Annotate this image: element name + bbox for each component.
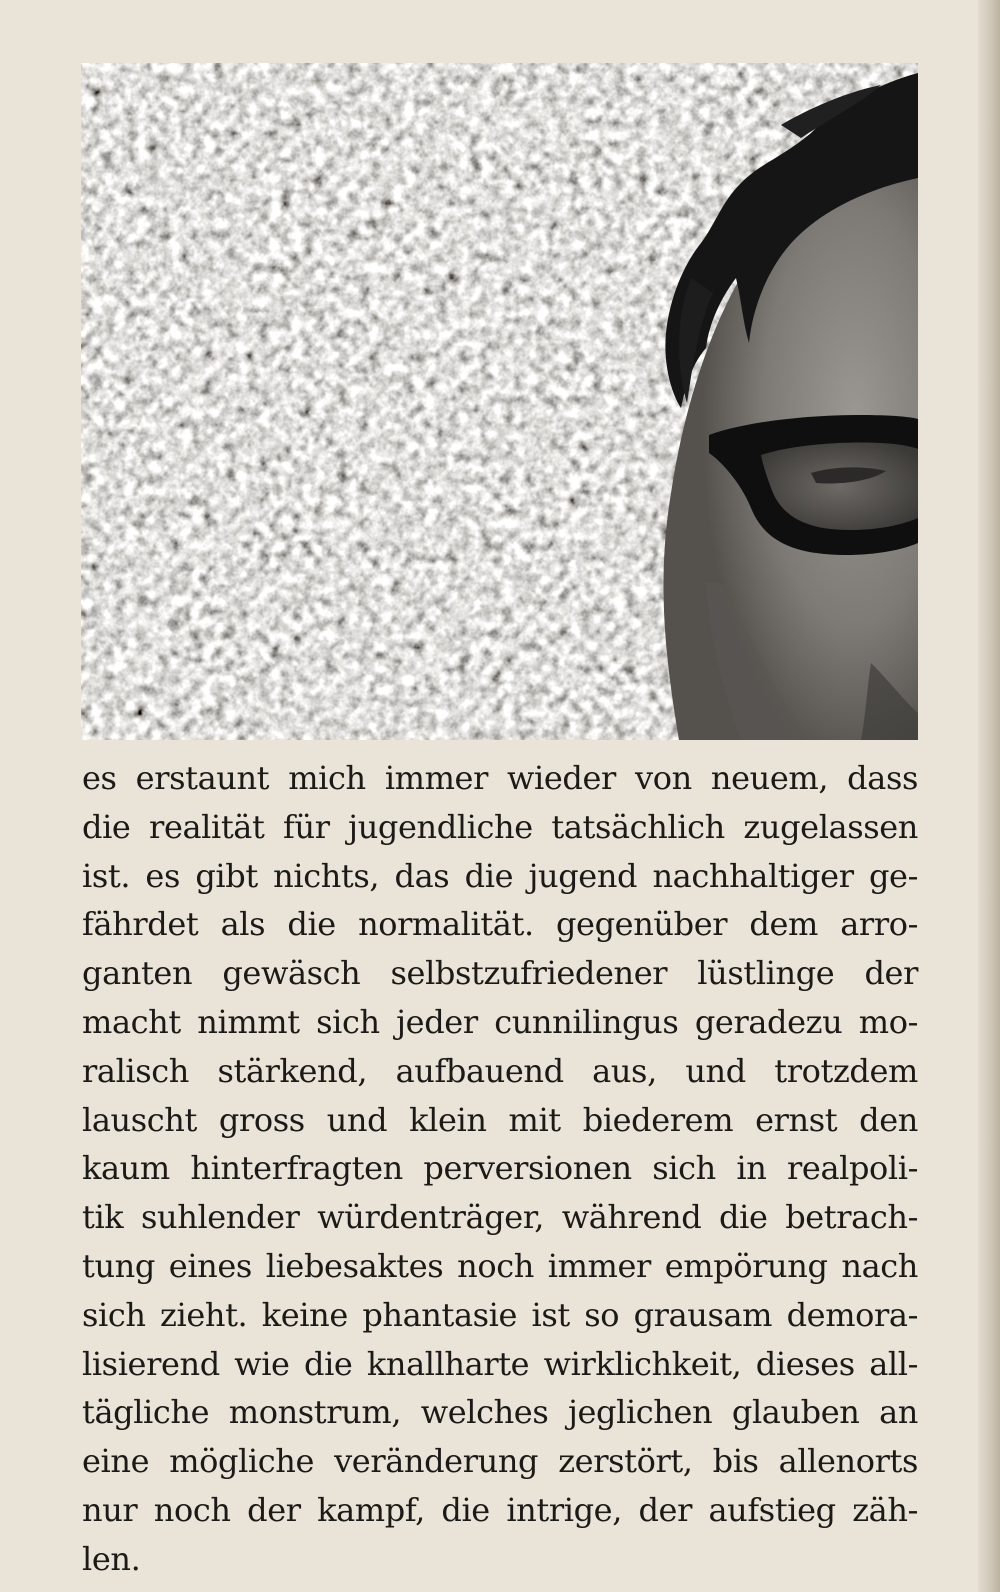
text-line: len. <box>82 1539 141 1578</box>
body-text <box>82 754 918 1584</box>
page-edge <box>978 0 1000 1592</box>
text-line: es erstaunt mich immer wieder von neuem, dass <box>82 759 918 797</box>
text-line: die realität für jugendliche tatsächlich zugelassen <box>82 807 918 846</box>
text-line: lisierend wie die knallharte wirklichkeit, dieses all- <box>82 1344 918 1383</box>
text-line: nur noch der kampf, die intrige, der aufstieg zäh- <box>82 1490 918 1529</box>
text-line: sich zieht. keine phantasie ist so grausam demora- <box>82 1295 918 1334</box>
text-line: lauscht gross und klein mit biederem ernst den <box>82 1100 918 1139</box>
text-line: tung eines liebesaktes noch immer empörung nach <box>82 1246 918 1285</box>
text-line: fährdet als die normalität. gegenüber dem arro- <box>82 905 918 944</box>
text-line: tägliche monstrum, welches jeglichen glauben an <box>82 1393 918 1432</box>
text-line: tik suhlender würdenträger, während die betrach- <box>82 1198 918 1237</box>
text-line: eine mögliche veränderung zerstört, bis allenorts <box>82 1442 918 1481</box>
text-line: ralisch stärkend, aufbauend aus, und trotzdem <box>82 1051 918 1090</box>
text-line: ist. es gibt nichts, das die jugend nachhaltiger ge- <box>82 856 918 895</box>
text-line: ganten gewäsch selbstzufriedener lüstlinge der <box>82 954 918 993</box>
text-line: macht nimmt sich jeder cunnilingus geradezu mo- <box>82 1002 918 1041</box>
author-photo <box>81 63 918 740</box>
text-line: kaum hinterfragten perversionen sich in realpoli- <box>82 1149 918 1188</box>
